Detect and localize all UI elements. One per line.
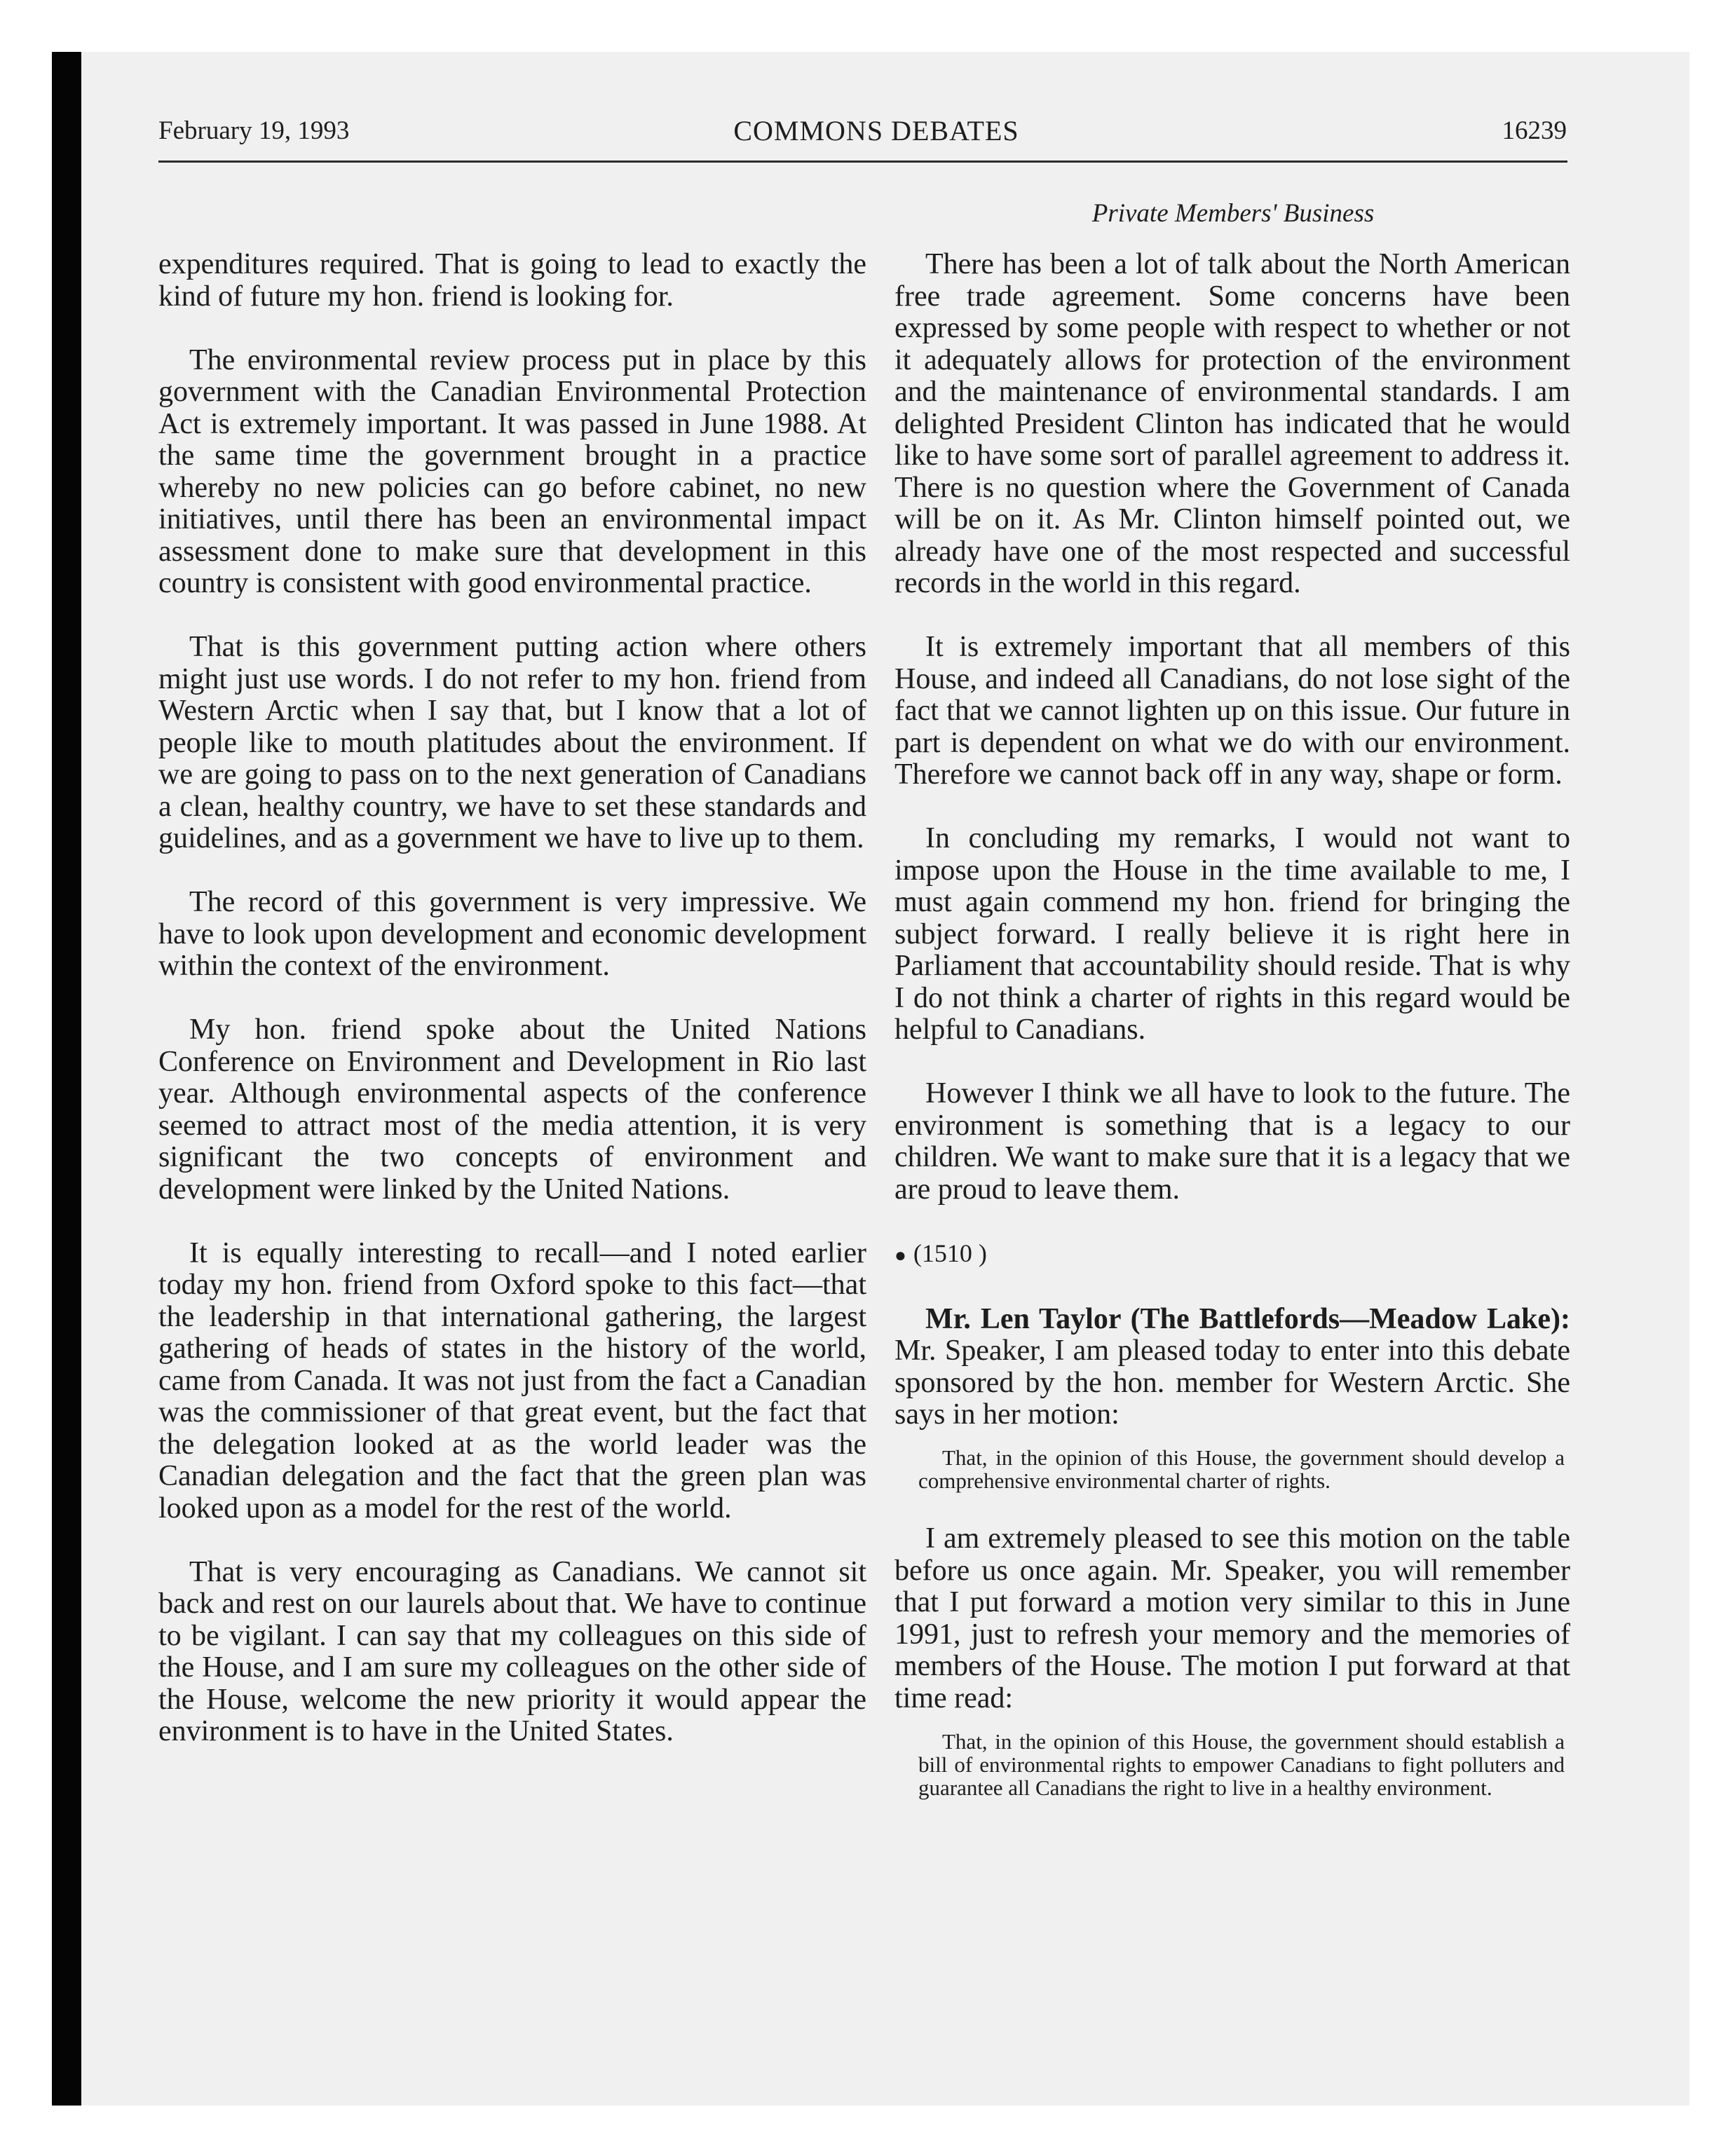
paragraph: I am extremely pleased to see this motion on the table before us once again. Mr. Speaker, you will remember that I put forward a motion very similar to this in June 1991, just to refresh your memory and the memories of members of the House. The motion I put forward at that time read:	[894, 1522, 1570, 1714]
scan-binding-edge	[52, 52, 81, 2106]
speaker-paragraph	[894, 1304, 1570, 1431]
paragraph: There has been a lot of talk about the North American free trade agreement. Some concerns have been expressed by some people with respect to whether or not it adequately allows for protection of the environment and the maintenance of environmental standards. I am delighted President Clinton has indicated that he would like to have some sort of parallel agreement to address it. There is no question where the Government of Canada will be on it. As Mr. Clinton himself pointed out, we already have one of the most respected and successful records in the world in this regard.	[894, 248, 1570, 599]
left-column	[158, 249, 866, 1748]
motion-quote: That, in the opinion of this House, the government should establish a bill of environmental rights to empower Canadians to fight polluters and guarantee all Canadians the right to live in a healthy environment.	[918, 1728, 1565, 1800]
paragraph: The environmental review process put in place by this government with the Canadian Environmental Protection Act is extremely important. It was passed in June 1988. At the same time the government brought in a practice whereby no new policies can go before cabinet, no new initiatives, until there has been an environmental impact assessment done to make sure that development in this country is consistent with good environmental practice.	[158, 343, 866, 599]
paragraph: It is extremely important that all members of this House, and indeed all Canadians, do not lose sight of the fact that we cannot lighten up on this issue. Our future in part is dependent on what we do with our environment. Therefore we cannot back off in any way, shape or form.	[894, 631, 1570, 791]
header-page-number: 16239	[1502, 116, 1567, 145]
paragraph: The record of this government is very impressive. We have to look upon development and economic development within the context of the environment.	[158, 886, 866, 982]
header-rule	[158, 161, 1567, 163]
speaker-name: Mr. Len Taylor (The Battlefords—Meadow Lake):	[925, 1302, 1570, 1335]
paragraph: That is this government putting action where others might just use words. I do not refer to my hon. friend from Western Arctic when I say that, but I know that a lot of people like to mouth platitudes about the environment. If we are going to pass on to the next generation of Canadians a clean, healthy country, we have to set these standards and guidelines, and as a government we have to live up to them.	[158, 631, 866, 854]
timestamp	[894, 1238, 1570, 1272]
paragraph: In concluding my remarks, I would not want to impose upon the House in the time available to me, I must again commend my hon. friend for bringing the subject forward. I really believe it is right here in Parliament that accountability should reside. That is why I do not think a charter of rights in this regard would be helpful to Canadians.	[894, 822, 1570, 1046]
header-date: February 19, 1993	[158, 116, 350, 145]
speaker-text: Mr. Speaker, I am pleased today to enter into this debate sponsored by the hon. member for Western Arctic. She says in her motion:	[894, 1335, 1570, 1431]
paragraph: It is equally interesting to recall—and I noted earlier today my hon. friend from Oxford spoke to this fact—that the leadership in that international gathering, the largest gathering of heads of states in the history of the world, came from Canada. It was not just from the fact a Canadian was the commissioner of that great event, but the fact that the delegation looked at as the world leader was the Canadian delegation and the fact that the green plan was looked upon as a model for the rest of the world.	[158, 1236, 866, 1524]
running-head: Private Members' Business	[1091, 199, 1375, 228]
motion-quote: That, in the opinion of this House, the government should develop a comprehensive environmental charter of rights.	[918, 1445, 1565, 1493]
paragraph: However I think we all have to look to the future. The environment is something that is a legacy to our children. We want to make sure that it is a legacy that we are proud to leave them.	[894, 1077, 1570, 1206]
bullet-icon: ●	[894, 1244, 906, 1267]
paragraph: That is very encouraging as Canadians. We cannot sit back and rest on our laurels about that. We have to continue to be vigilant. I can say that my colleagues on this side of the House, and I am sure my colleagues on the other side of the House, welcome the new priority it would appear the environment is to have in the United States.	[158, 1555, 866, 1747]
right-column	[894, 249, 1570, 1830]
paragraph: My hon. friend spoke about the United Nations Conference on Environment and Development in Rio last year. Although environmental aspects of the conference seemed to attract most of the media attention, it is very significant the two concepts of environment and development were linked by the United Nations.	[158, 1014, 866, 1206]
paragraph: expenditures required. That is going to lead to exactly the kind of future my hon. friend is looking for.	[158, 248, 866, 313]
timestamp-text: (1510 )	[913, 1239, 987, 1267]
header-title: COMMONS DEBATES	[733, 115, 1019, 146]
